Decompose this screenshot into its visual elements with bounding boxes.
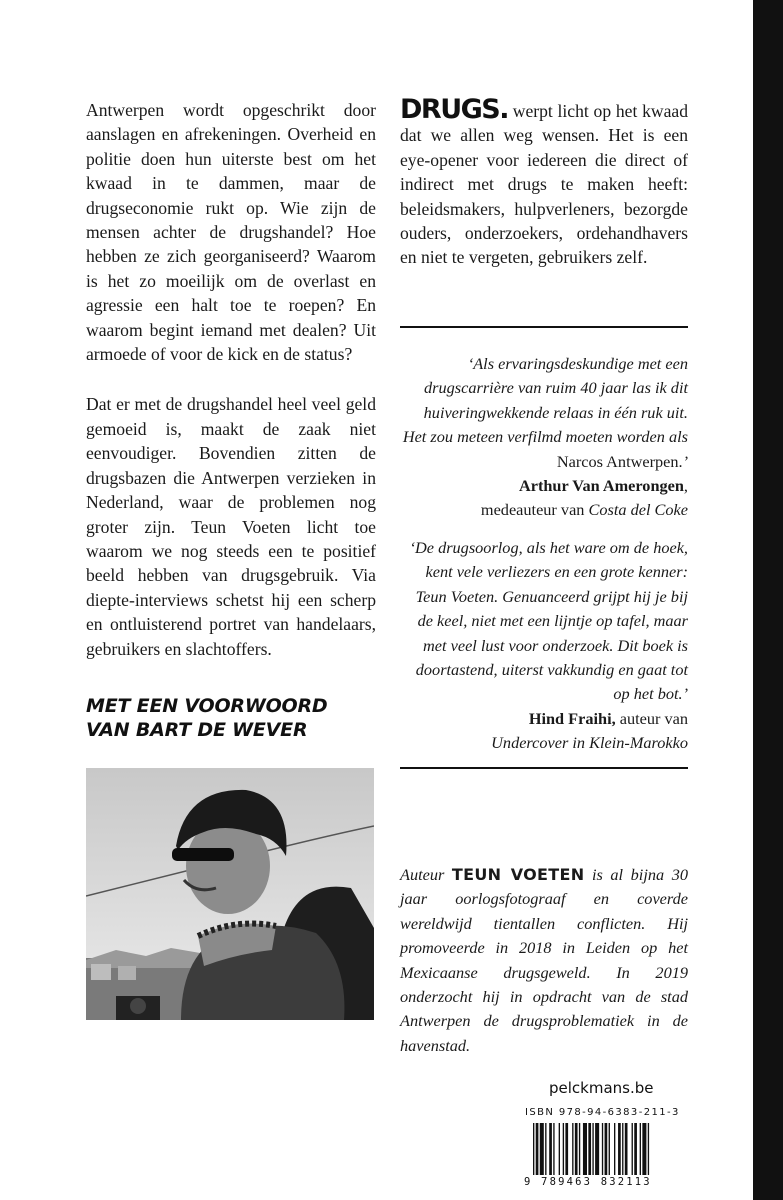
barcode-bar [609,1123,610,1175]
right-column [400,94,688,296]
barcode-bar [533,1123,534,1175]
barcode-bar [625,1123,628,1175]
barcode [533,1123,683,1175]
barcode-bar [614,1123,615,1175]
review-quote-1: ‘Als ervaringsdeskundige met een drugscarrière van ruim 40 jaar las ik dit huiveringwekkende relaas in één ruk uit. Het zou meteen verfilmd moeten worden als Narcos Antwerpen.’ Arthur Van Amerongen, medeauteur van Costa del Coke [402,354,688,520]
barcode-number: 9 789463 832113 [524,1176,652,1188]
author-name: TEUN VOETEN [451,865,585,884]
intro-text: werpt licht op het kwaad dat we allen weg wensen. Het is een eye-opener voor iedereen die direct of indirect met drugs te maken heeft: beleidsmakers, hulpverleners, bezorgde ouders, onderzoekers, ordehandhavers en niet te vergeten, gebruikers zelf. [400,101,688,268]
barcode-bar [545,1123,546,1175]
barcode-bar [648,1123,649,1175]
barcode-bar [602,1123,603,1175]
author-photo [86,768,374,1020]
barcode-bar [540,1123,544,1175]
barcode-bar [536,1123,539,1175]
barcode-bar [559,1123,560,1175]
author-bio [400,863,688,1058]
barcode-bar [588,1123,591,1175]
barcode-bar [640,1123,641,1175]
barcode-bar [592,1123,593,1175]
barcode-bar [565,1123,568,1175]
quote-2-role: auteur van [615,708,688,728]
quote-1-book: Costa del Coke [588,500,688,520]
isbn-label: ISBN 978-94-6383-211-3 [525,1107,680,1118]
barcode-bar [549,1123,552,1175]
barcode-bar [618,1123,621,1175]
quote-1-title: Narcos Antwerpen. [556,451,683,471]
barcode-bar [563,1123,564,1175]
barcode-bar [572,1123,573,1175]
blurb-paragraph-1: Antwerpen wordt opgeschrikt door aanslagen en afrekeningen. Overheid en politie doen hun uiterste best om het kwaad in te dammen, maar de drugseconomie rukt op. Wie zijn de mensen achter de drugshandel? Hoe hebben ze zich georganiseerd? Waarom is het zo moeilijk om de overlast en agressie een halt toe te roepen? En waarom begint iemand met dealen? Uit armoede of voor de kick en de status? [86,100,376,365]
barcode-bar [579,1123,580,1175]
barcode-bar [642,1123,646,1175]
divider-top [400,326,688,328]
quote-2-text: ‘De drugsoorlog, als het ware om de hoek, kent vele verliezers en een grote kenner: Teun Voeten. Genuanceerd grijpt hij je bij de keel, niet met een lijntje op tafel, maar met veel lust voor onderzoek. Dit boek is doortastend, uiterst vakkundig en gaat tot op het bot.’ [409,538,688,704]
barcode-bar [553,1123,554,1175]
author-photo-illustration [86,768,374,1020]
quote-1-close: ’ [682,451,688,471]
left-column [86,98,376,687]
quote-1-text: ‘Als ervaringsdeskundige met een drugscarrière van ruim 40 jaar las ik dit huiveringwekkende relaas in één ruk uit. Het zou meteen verfilmd moeten worden als [402,354,688,447]
intro-paragraph [400,94,688,270]
barcode-bar [622,1123,623,1175]
foreword-line-1: MET EEN VOORWOORD [86,695,328,717]
publisher-url: pelckmans.be [549,1079,654,1097]
quote-2-book: Undercover in Klein-Marokko [491,733,688,753]
quote-2-author: Hind Fraihi, [528,708,616,728]
quote-1-author: Arthur Van Amerongen [518,476,684,496]
divider-bottom [400,767,688,769]
blurb-paragraph-2: Dat er met de drugshandel heel veel geld gemoeid is, maakt de zaak niet eenvoudiger. Bovendien zitten de drugsbazen die Antwerpen verzieken in Nederland, waar de problemen nog groter zijn. Teun Voeten licht toe waarom we nog steeds een te positief beeld hebben van drugsgebruik. Via diepte-interviews schetst hij een scherp en ontluisterend portret van handelaars, gebruikers en slachtoffers. [86,394,376,659]
barcode-bar [634,1123,637,1175]
drugs-logo: DRUGS. [400,94,508,125]
author-bio-text: is al bijna 30 jaar oorlogsfotograaf en coverde wereldwijd tientallen conflicten. Hij promoveerde in 2018 in Leiden op het Mexicaanse drugsgeweld. In 2019 onderzocht hij in opdracht van de stad Antwerpen de drugsproblematiek in de havenstad. [400,865,688,1055]
barcode-bar [595,1123,599,1175]
foreword-line-2: VAN BART DE WEVER [86,719,308,741]
foreword-note [86,694,386,742]
barcode-bar [605,1123,608,1175]
book-spine-edge [753,0,783,1200]
barcode-bar [575,1123,578,1175]
author-prefix: Auteur [400,865,452,884]
review-quote-2 [400,536,688,756]
barcode-bar [583,1123,587,1175]
quote-1-role: medeauteur van [480,500,589,520]
barcode-bar [632,1123,633,1175]
